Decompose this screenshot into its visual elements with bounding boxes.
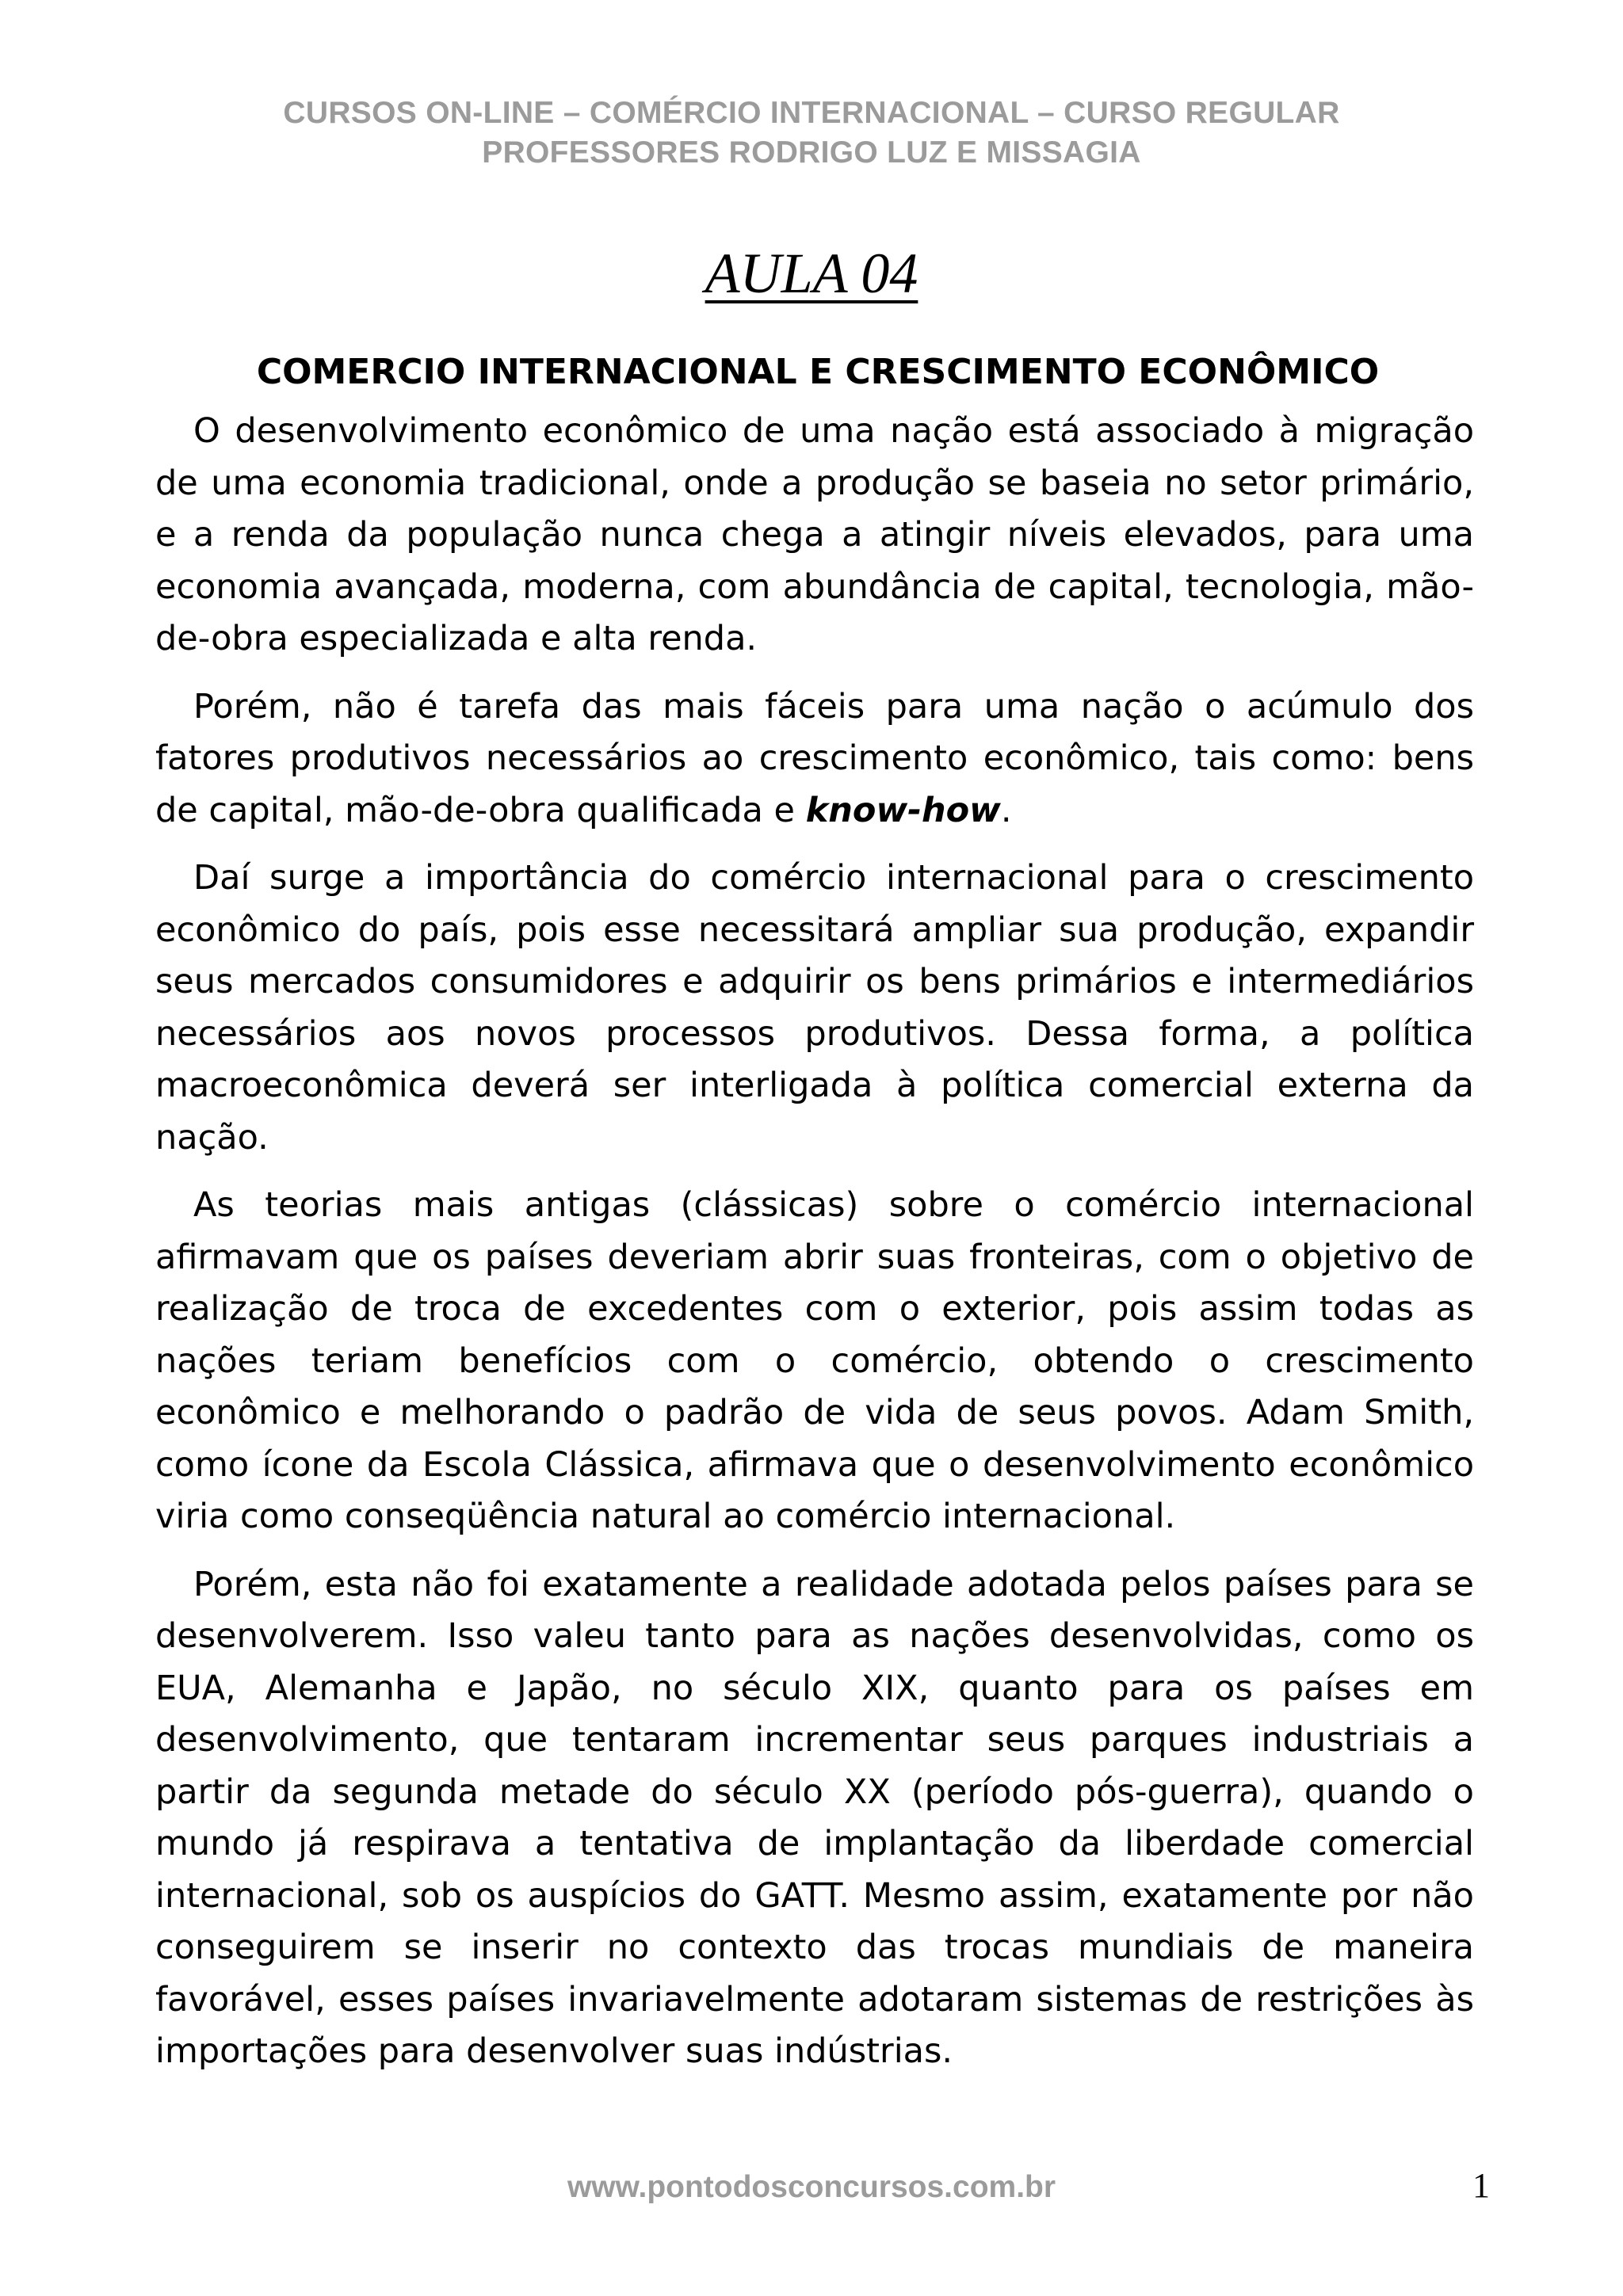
lesson-title-text: AULA 04 bbox=[705, 242, 918, 305]
header-course-line: CURSOS ON-LINE – COMÉRCIO INTERNACIONAL – CURSO REGULAR bbox=[283, 96, 1340, 130]
section-heading: COMERCIO INTERNACIONAL E CRESCIMENTO ECONÔMICO bbox=[256, 352, 1380, 392]
paragraph-1: O desenvolvimento econômico de uma nação está associado à migração de uma economia tradicional, onde a produção se baseia no setor primário, e a renda da população nunca chega a atingir níveis elevados, para uma economia avançada, moderna, com abundância de capital, tecnologia, mão-de-obra especializada e alta renda. bbox=[155, 411, 1474, 658]
header-professors-line: PROFESSORES RODRIGO LUZ E MISSAGIA bbox=[482, 135, 1141, 170]
paragraph-2 bbox=[155, 681, 1474, 837]
footer-website-url: www.pontodosconcursos.com.br bbox=[567, 2170, 1056, 2204]
paragraph-5: Porém, esta não foi exatamente a realidade adotada pelos países para se desenvolverem. Isso valeu tanto para as nações desenvolvidas, como os EUA, Alemanha e Japão, no século XIX, quanto para os países em desenvolvimento, que tentaram incrementar seus parques industriais a partir da segunda metade do século XX (período pós-guerra), quando o mundo já respirava a tentativa de implantação da liberdade comercial internacional, sob os auspícios do GATT. Mesmo assim, exatamente por não conseguirem se inserir no contexto das trocas mundiais de maneira favorável, esses países invariavelmente adotaram sistemas de restrições às importações para desenvolver suas indústrias. bbox=[155, 1564, 1474, 2071]
paragraph-4: As teorias mais antigas (clássicas) sobre o comércio internacional afirmavam que os países deveriam abrir suas fronteiras, com o objetivo de realização de troca de excedentes com o exterior, pois assim todas as nações teriam benefícios com o comércio, obtendo o crescimento econômico e melhorando o padrão de vida de seus povos. Adam Smith, como ícone da Escola Clássica, afirmava que o desenvolvimento econômico viria como conseqüência natural ao comércio internacional. bbox=[155, 1185, 1474, 1536]
page-number: 1 bbox=[1472, 2166, 1490, 2205]
paragraph-2-end: . bbox=[1000, 790, 1012, 830]
lesson-title bbox=[0, 238, 1623, 309]
know-how-emphasis: know-how bbox=[805, 790, 1001, 830]
body-text bbox=[155, 406, 1474, 2094]
page-header bbox=[0, 93, 1623, 173]
paragraph-3: Daí surge a importância do comércio internacional para o crescimento econômico do país, pois esse necessitará ampliar sua produção, expandir seus mercados consumidores e adquirir os bens primários e intermediários necessários aos novos processos produtivos. Dessa forma, a política macroeconômica deverá ser interligada à política comercial externa da nação. bbox=[155, 858, 1474, 1158]
paragraph-2-text: Porém, não é tarefa das mais fáceis para uma nação o acúmulo dos fatores produtivos necessários ao crescimento econômico, tais como: bens de capital, mão-de-obra qualificada e bbox=[155, 686, 1474, 830]
